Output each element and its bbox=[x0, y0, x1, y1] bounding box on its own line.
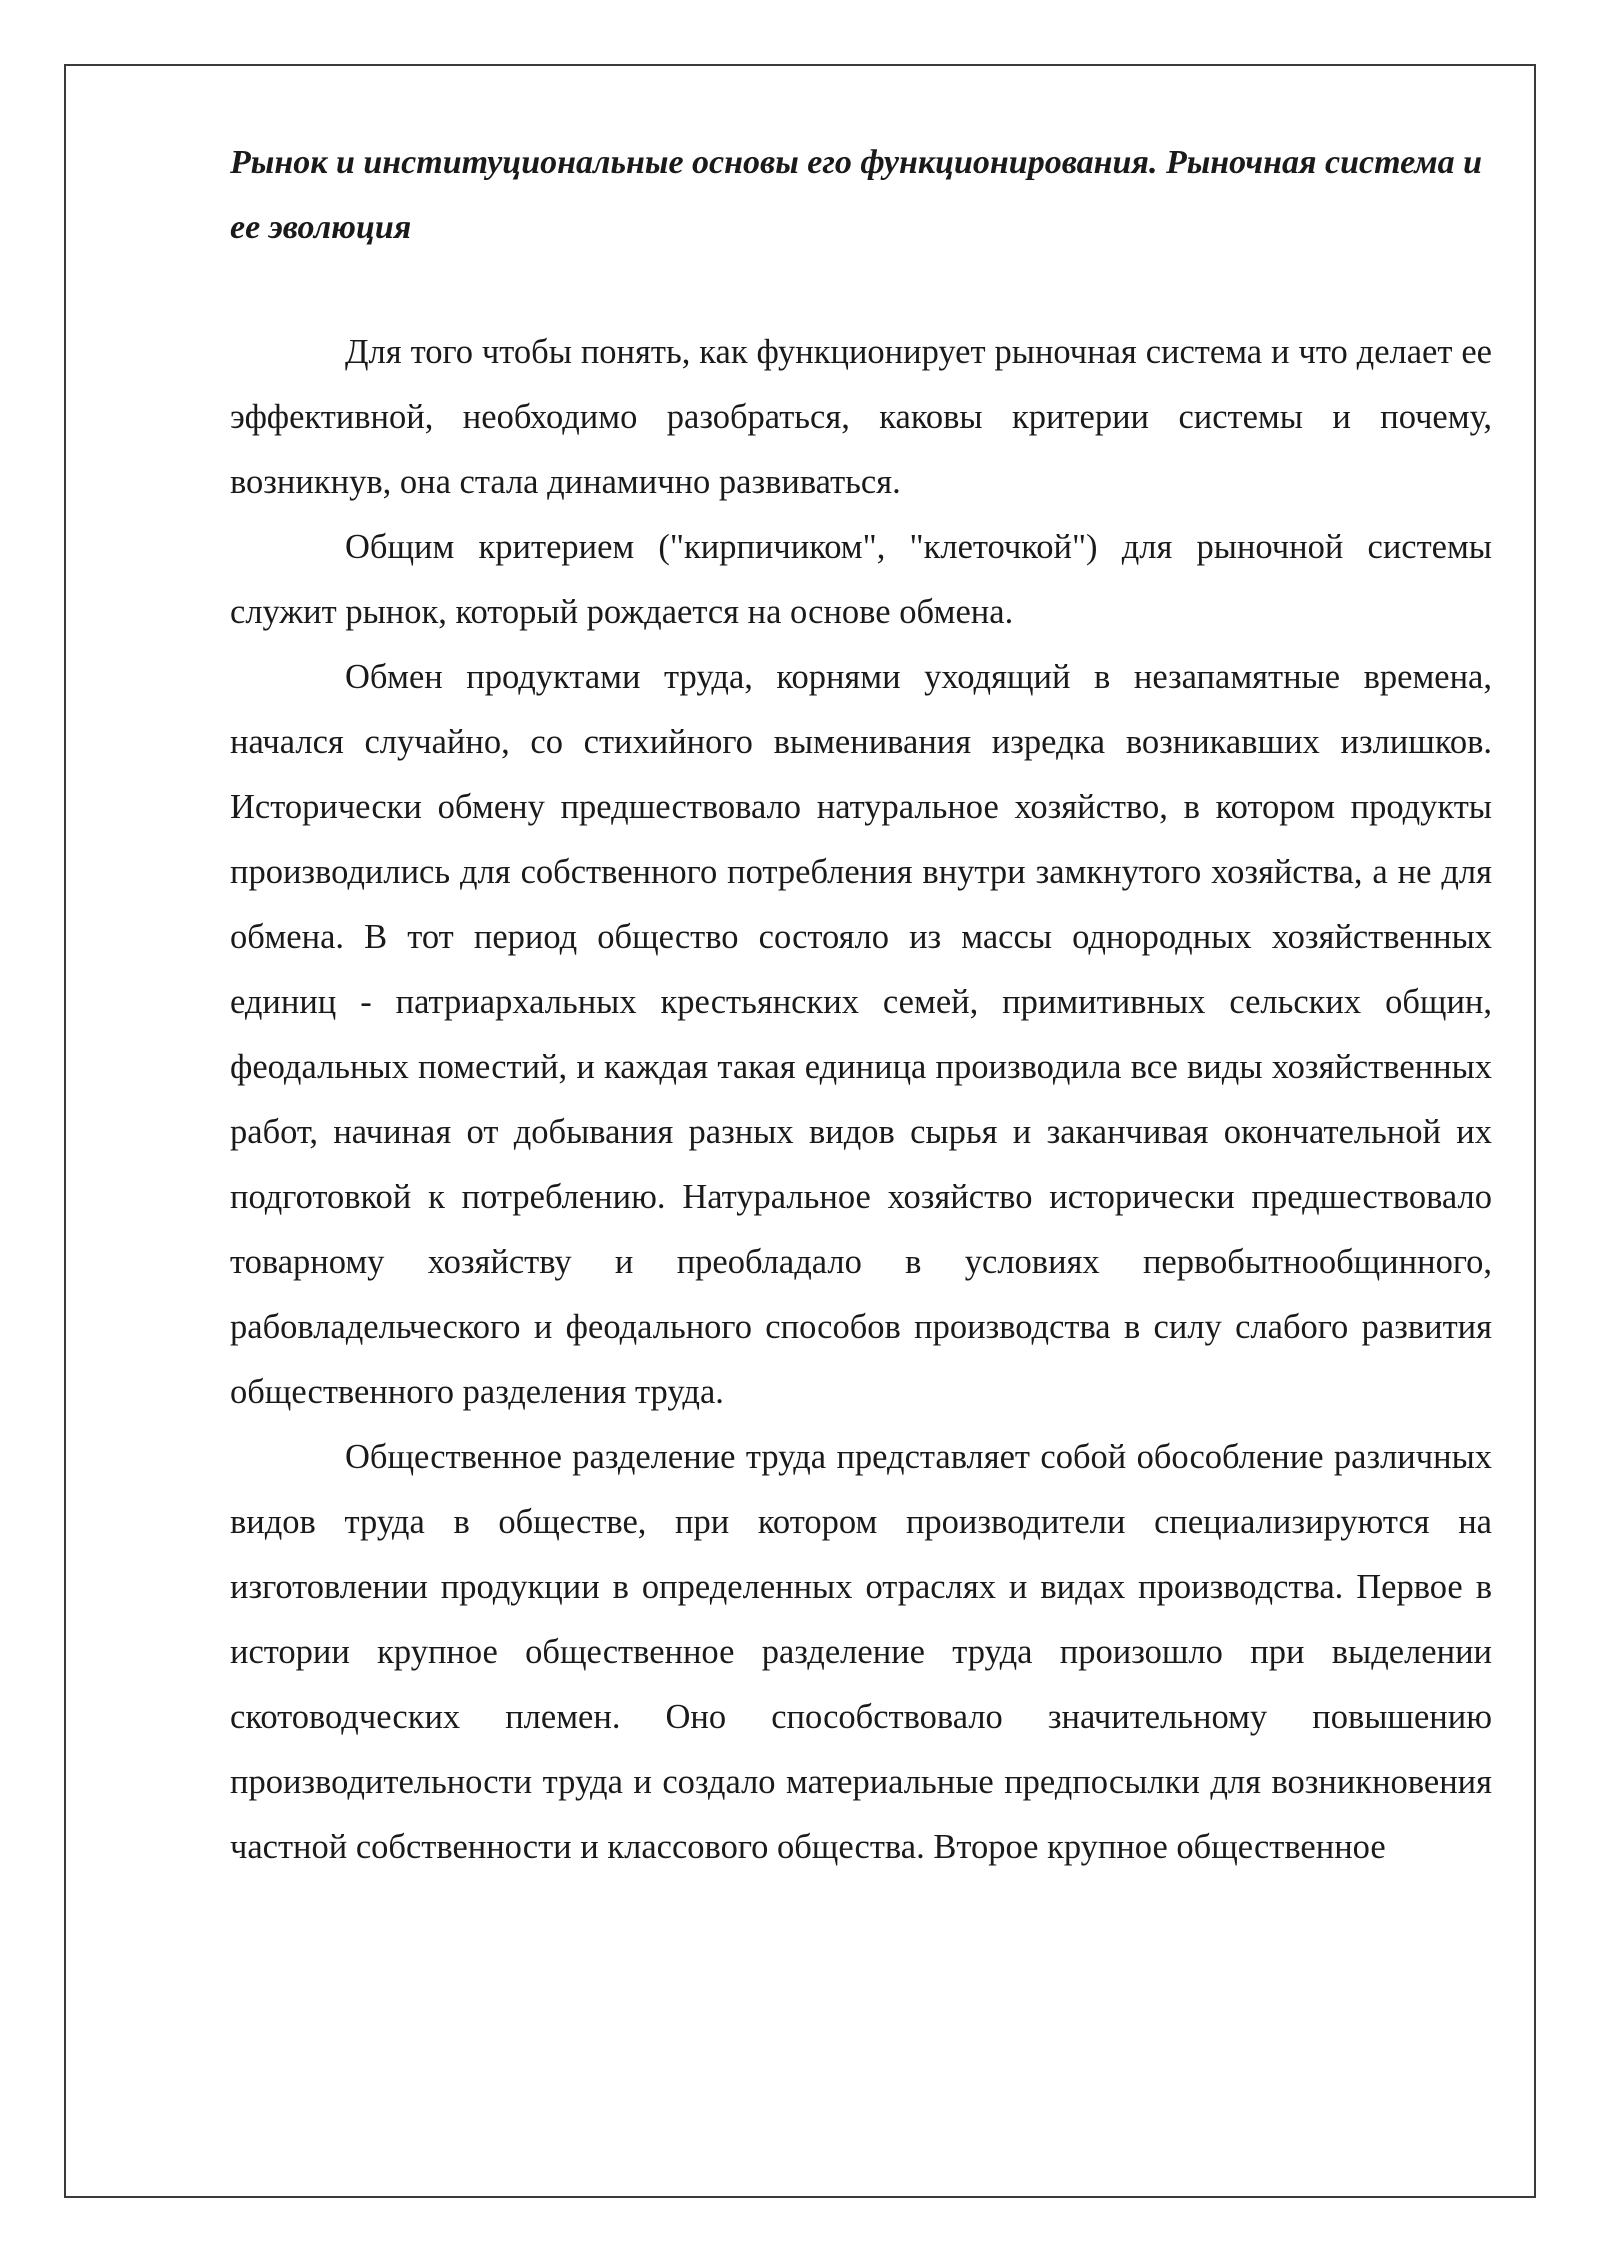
paragraph-1: Для того чтобы понять, как функционирует рыночная система и что делает ее эффективной, необходимо разобраться, каковы критерии системы и почему, возникнув, она стала динамично развиваться. bbox=[230, 333, 1492, 501]
paragraph-4: Общественное разделение труда представляет собой обособление различных видов труда в обществе, при котором производители специализируются на изготовлении продукции в определенных отраслях и видах производства. Первое в истории крупное общественное разделение труда произошло при выделении скотоводческих племен. Оно способствовало значительному повышению производительности труда и создало материальные предпосылки для возникновения частной собственности и классового общества. Второе крупное общественное bbox=[230, 1438, 1492, 1866]
document-content bbox=[230, 130, 1492, 1880]
document-body bbox=[230, 320, 1492, 1880]
paragraph-2: Общим критерием ("кирпичиком", "клеточкой") для рыночной системы служит рынок, который рождается на основе обмена. bbox=[230, 528, 1492, 631]
document-title: Рынок и институциональные основы его функционирования. Рыночная система и ее эволюция bbox=[230, 144, 1483, 246]
paragraph-3: Обмен продуктами труда, корнями уходящий в незапамятные времена, начался случайно, со стихийного выменивания изредка возникавших излишков. Исторически обмену предшествовало натуральное хозяйство, в котором продукты производились для собственного потребления внутри замкнутого хозяйства, а не для обмена. В тот период общество состояло из массы однородных хозяйственных единиц - патриархальных крестьянских семей, примитивных сельских общин, феодальных поместий, и каждая такая единица производила все виды хозяйственных работ, начиная от добывания разных видов сырья и заканчивая окончательной их подготовкой к потреблению. Натуральное хозяйство исторически предшествовало товарному хозяйству и преобладало в условиях первобытнообщинного, рабовладельческого и феодального способов производства в силу слабого развития общественного разделения труда. bbox=[230, 658, 1492, 1411]
